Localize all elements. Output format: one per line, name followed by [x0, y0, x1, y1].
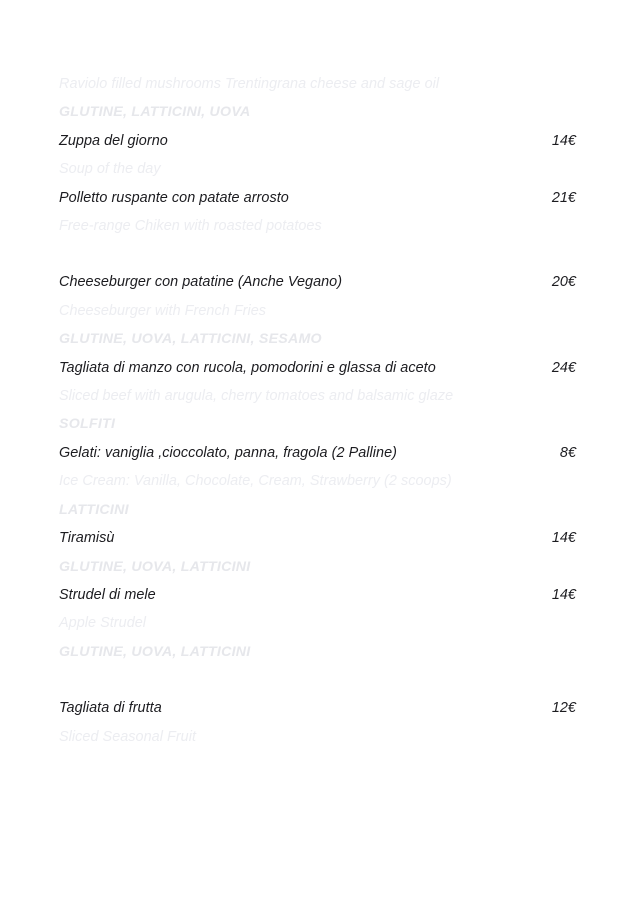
menu-item-allergens: GLUTINE, LATTICINI, UOVA: [59, 104, 251, 121]
menu-item-description: Free-range Chiken with roasted potatoes: [59, 218, 322, 235]
menu-item-row[interactable]: [59, 184, 576, 212]
menu-item-row[interactable]: [59, 354, 576, 382]
menu-item-name: Tagliata di frutta: [59, 700, 162, 717]
menu-item-description: Apple Strudel: [59, 615, 147, 632]
menu-item-name: Tiramisù: [59, 530, 115, 547]
menu-item-name: Tagliata di manzo con rucola, pomodorini e glassa di aceto: [59, 359, 436, 376]
menu-item-row[interactable]: [59, 268, 576, 296]
menu-item-name: Strudel di mele: [59, 586, 156, 603]
menu-item-allergens: LATTICINI: [59, 501, 129, 518]
menu-group: [59, 268, 576, 666]
section-spacer: [59, 240, 576, 268]
menu-item-allergens: GLUTINE, UOVA, LATTICINI: [59, 643, 251, 660]
menu-item-name: Gelati: vaniglia ,cioccolato, panna, fragola (2 Palline): [59, 444, 397, 461]
menu-item-price: 14€: [551, 132, 576, 149]
menu-item-description: Soup of the day: [59, 161, 161, 178]
menu-item-row[interactable]: [59, 581, 576, 609]
menu-item-description: Sliced beef with arugula, cherry tomatoes and balsamic glaze: [59, 388, 454, 405]
menu-item-allergens: SOLFITI: [59, 416, 116, 433]
menu-item-price: 20€: [551, 274, 576, 291]
menu-item-name: Polletto ruspante con patate arrosto: [59, 189, 289, 206]
menu-group: [59, 70, 576, 240]
menu-item-price: 12€: [551, 700, 576, 717]
menu-item-allergens: GLUTINE, UOVA, LATTICINI, SESAMO: [59, 331, 322, 348]
menu-item-price: 21€: [551, 189, 576, 206]
menu-item-row[interactable]: [59, 127, 576, 155]
menu-item-list: [59, 70, 576, 751]
menu-item-name: Cheeseburger con patatine (Anche Vegano): [59, 274, 343, 291]
menu-item-price: 24€: [551, 359, 576, 376]
menu-item-price: 8€: [559, 444, 576, 461]
menu-item-row[interactable]: [59, 524, 576, 552]
menu-item-description: Ice Cream: Vanilla, Chocolate, Cream, Strawberry (2 scoops): [59, 473, 452, 490]
menu-item-description: Cheeseburger with French Fries: [59, 302, 267, 319]
menu-item-description: Raviolo filled mushrooms Trentingrana cheese and sage oil: [59, 76, 440, 92]
menu-item-allergens: GLUTINE, UOVA, LATTICINI: [59, 558, 251, 575]
menu-item-name: Zuppa del giorno: [59, 132, 168, 149]
section-spacer: [59, 666, 576, 694]
menu-item-price: 14€: [551, 586, 576, 603]
menu-group: [59, 694, 576, 751]
menu-item-row[interactable]: [59, 439, 576, 467]
menu-item-description: Sliced Seasonal Fruit: [59, 728, 197, 745]
menu-item-price: 14€: [551, 530, 576, 547]
menu-item-row[interactable]: [59, 694, 576, 722]
